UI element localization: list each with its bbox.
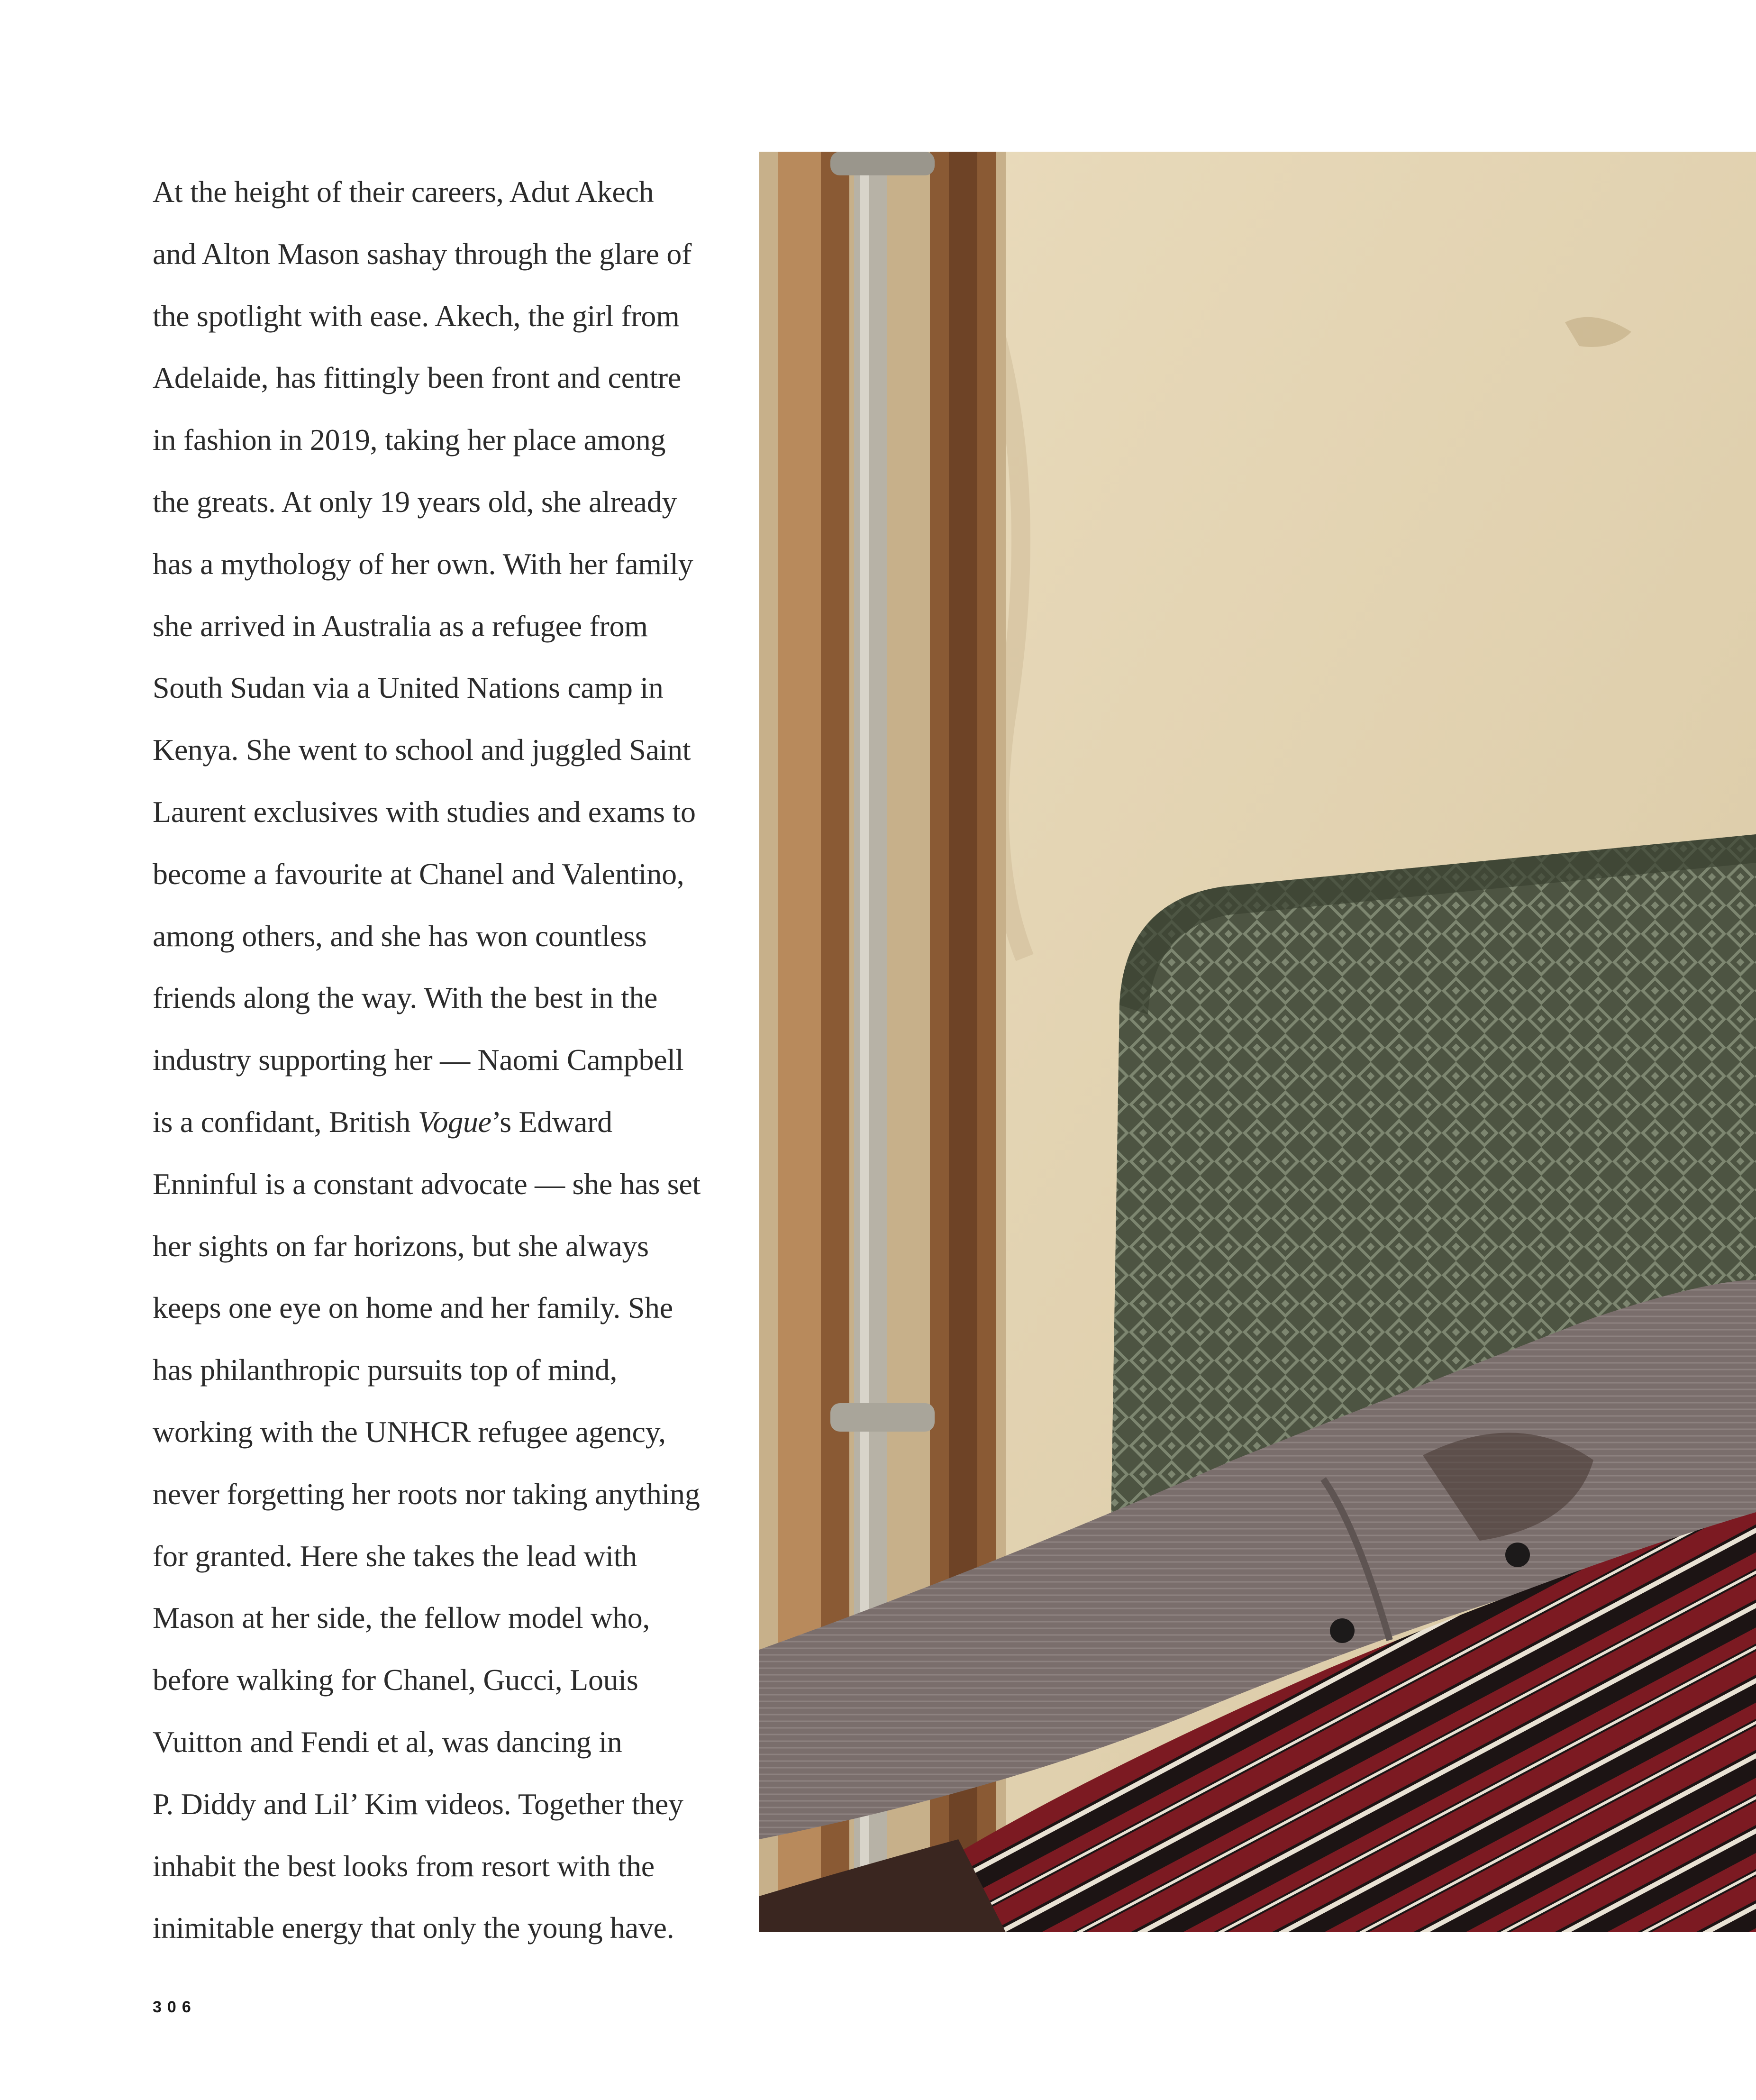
body-text-line: P. Diddy and Lil’ Kim videos. Together they bbox=[153, 1787, 683, 1821]
body-text-line: the greats. At only 19 years old, she already bbox=[153, 484, 677, 519]
body-text-line: she arrived in Australia as a refugee from bbox=[153, 609, 648, 643]
pipe-clamp-bottom bbox=[830, 1403, 935, 1432]
body-text-line: Adelaide, has fittingly been front and centre bbox=[153, 361, 681, 395]
body-text-line: working with the UNHCR refugee agency, bbox=[153, 1415, 666, 1449]
body-text-line: and Alton Mason sashay through the glare of bbox=[153, 237, 692, 271]
body-text-line: her sights on far horizons, but she always bbox=[153, 1229, 649, 1263]
body-text-line: keeps one eye on home and her family. She bbox=[153, 1291, 673, 1325]
body-text-segment: is a confidant, British bbox=[153, 1105, 418, 1139]
body-text-line: for granted. Here she takes the lead with bbox=[153, 1539, 637, 1573]
body-text-line: in fashion in 2019, taking her place among bbox=[153, 423, 666, 457]
body-text-line: has a mythology of her own. With her family bbox=[153, 547, 693, 581]
body-text-line: At the height of their careers, Adut Akech bbox=[153, 175, 654, 209]
body-text-line: Vuitton and Fendi et al, was dancing in bbox=[153, 1725, 622, 1759]
body-text-line: South Sudan via a United Nations camp in bbox=[153, 671, 664, 705]
magazine-title-italic: Vogue bbox=[418, 1105, 491, 1139]
sweater-button bbox=[1505, 1543, 1530, 1567]
body-text-line: before walking for Chanel, Gucci, Louis bbox=[153, 1663, 638, 1697]
sweater-button bbox=[1330, 1618, 1355, 1643]
body-text-line: Kenya. She went to school and juggled Saint bbox=[153, 733, 691, 767]
body-text-line: inimitable energy that only the young have. bbox=[153, 1911, 674, 1945]
body-text-line: Enninful is a constant advocate — she has set bbox=[153, 1167, 701, 1201]
body-text-line: friends along the way. With the best in the bbox=[153, 981, 658, 1015]
body-text-line: inhabit the best looks from resort with the bbox=[153, 1849, 655, 1883]
body-text-line: become a favourite at Chanel and Valentino, bbox=[153, 857, 684, 891]
body-text-line: industry supporting her — Naomi Campbell bbox=[153, 1043, 684, 1077]
body-text-line: has philanthropic pursuits top of mind, bbox=[153, 1353, 618, 1387]
body-text-line: Mason at her side, the fellow model who, bbox=[153, 1601, 650, 1635]
photo-illustration bbox=[759, 152, 1756, 1932]
page-number: 306 bbox=[153, 1998, 197, 2016]
article-body bbox=[153, 161, 712, 1959]
body-text-line: never forgetting her roots nor taking anything bbox=[153, 1477, 700, 1511]
body-text-line: the spotlight with ease. Akech, the girl from bbox=[153, 299, 680, 333]
editorial-photo bbox=[759, 152, 1756, 1932]
pipe-clamp-top bbox=[830, 152, 935, 175]
body-text-segment: ’s Edward bbox=[491, 1105, 612, 1139]
body-text-line: among others, and she has won countless bbox=[153, 919, 647, 953]
body-text-line bbox=[153, 1091, 712, 1153]
body-text-line: Laurent exclusives with studies and exams to bbox=[153, 794, 696, 829]
